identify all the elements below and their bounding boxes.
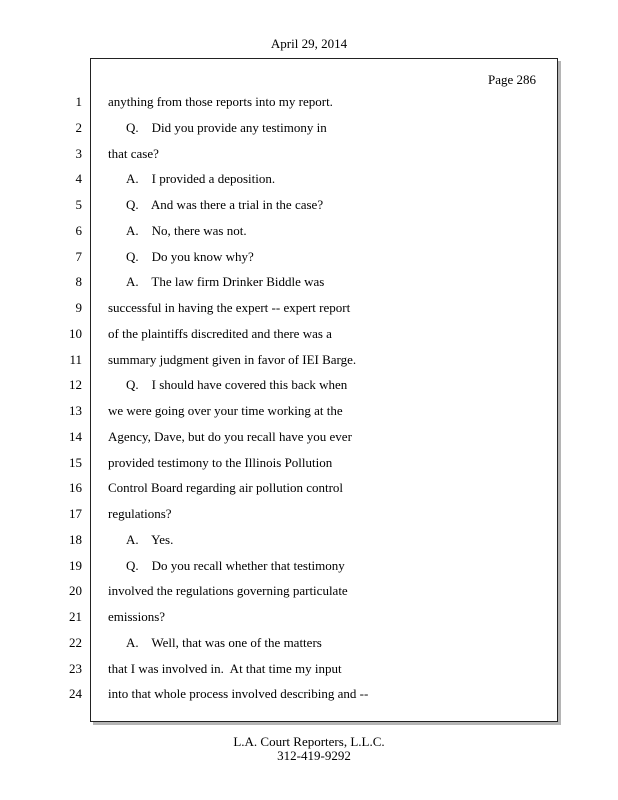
transcript-line: regulations? [108,506,172,521]
line-number: 6 [75,223,82,238]
line-number: 3 [75,146,82,161]
line-number: 15 [69,455,82,470]
line-number: 16 [69,480,82,495]
line-number: 10 [69,326,82,341]
transcript-line: A. Yes. [126,532,174,547]
footer-phone: 312-419-9292 [277,748,351,763]
transcript-line: Q. Did you provide any testimony in [126,120,327,135]
line-number: 2 [75,120,82,135]
line-number: 5 [75,197,82,212]
line-number: 23 [69,661,82,676]
transcript-line: that case? [108,146,159,161]
transcript-line: Q. Do you recall whether that testimony [126,558,345,573]
transcript-line: that I was involved in. At that time my input [108,661,342,676]
line-number: 21 [69,609,82,624]
line-number: 7 [75,249,82,264]
line-number: 14 [69,429,82,444]
line-number: 19 [69,558,82,573]
transcript-line: Q. And was there a trial in the case? [126,197,324,212]
transcript-line: Q. Do you know why? [126,249,254,264]
transcript-line: emissions? [108,609,166,624]
transcript-line: Agency, Dave, but do you recall have you ever [108,429,352,444]
transcript-line: A. Well, that was one of the matters [126,635,322,650]
line-number: 17 [69,506,82,521]
line-number: 20 [69,583,82,598]
line-number: 22 [69,635,82,650]
line-number: 11 [69,352,82,367]
footer-company: L.A. Court Reporters, L.L.C. [233,734,385,749]
header-date: April 29, 2014 [270,36,348,51]
page-number: Page 286 [487,72,536,87]
transcript-line: successful in having the expert -- expert report [108,300,351,315]
transcript-line: involved the regulations governing particulate [108,583,348,598]
line-number: 4 [75,171,82,186]
line-number: 24 [69,686,82,701]
transcript-line: A. The law firm Drinker Biddle was [126,274,325,289]
transcript-line: Q. I should have covered this back when [126,377,348,392]
transcript-line: provided testimony to the Illinois Pollution [108,455,333,470]
line-number: 18 [69,532,82,547]
transcript-line: of the plaintiffs discredited and there was a [108,326,332,341]
transcript-line: A. I provided a deposition. [126,171,276,186]
transcript-line: A. No, there was not. [126,223,247,238]
transcript-line: we were going over your time working at the [108,403,343,418]
transcript-line: summary judgment given in favor of IEI Barge. [108,352,357,367]
transcript-line: Control Board regarding air pollution control [108,480,344,495]
transcript-line: anything from those reports into my report. [108,94,333,109]
line-number: 13 [69,403,82,418]
transcript-line: into that whole process involved describing and -- [108,686,369,701]
line-number: 9 [75,300,82,315]
line-number: 1 [75,94,82,109]
line-number: 12 [69,377,82,392]
line-number: 8 [75,274,82,289]
